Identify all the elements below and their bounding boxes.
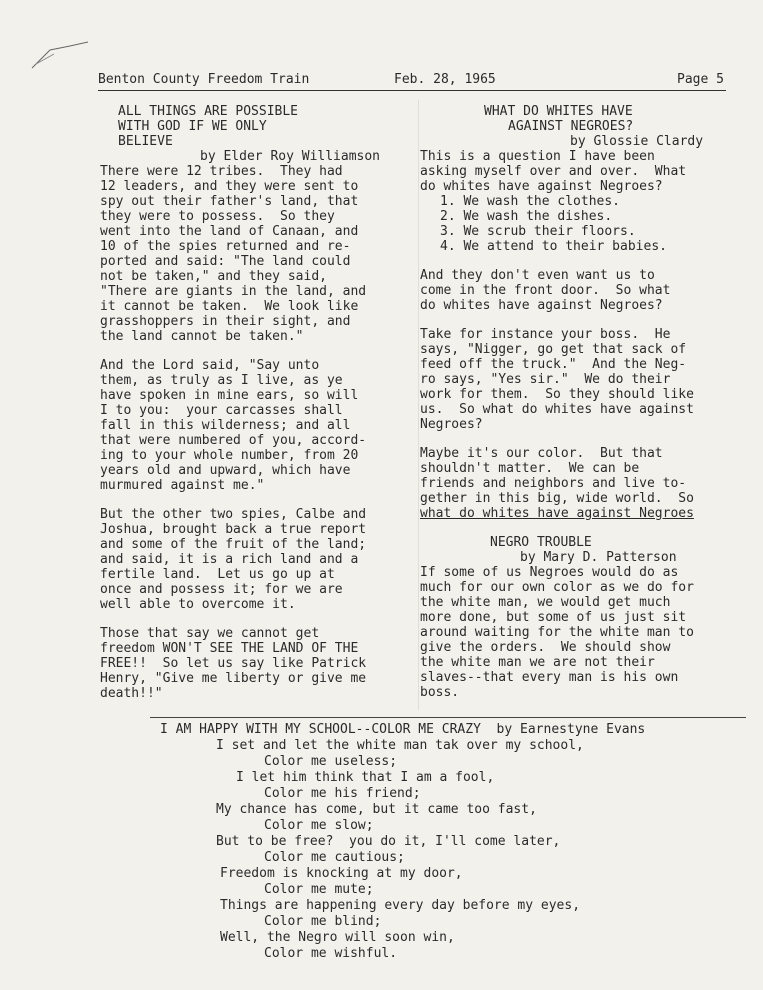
list-item: 2. We wash the dishes. [440, 209, 613, 224]
section-divider [150, 717, 746, 718]
text-line: us. So what do whites have against [420, 402, 694, 417]
text-line: Take for instance your boss. He [420, 327, 671, 342]
poem-line: Color me useless; [264, 754, 398, 769]
text-line: shouldn't matter. We can be [420, 461, 640, 476]
ink-smudge-mark [30, 40, 90, 70]
text-line: boss. [420, 685, 460, 700]
text-line: more done, but some of us just sit [420, 610, 687, 625]
poem-line: Color me wishful. [264, 946, 398, 961]
poem-title: I AM HAPPY WITH MY SCHOOL--COLOR ME CRAZY by Earnestyne Evans [160, 722, 646, 737]
list-item: 3. We scrub their floors. [440, 224, 636, 239]
text-line: spy out their father's land, that [100, 194, 359, 209]
list-item: 4. We attend to their babies. [440, 239, 667, 254]
poem-line: My chance has come, but it came too fast, [216, 802, 537, 817]
text-line: it cannot be taken. We look like [100, 299, 359, 314]
right-column [420, 104, 746, 700]
text-line: Joshua, brought back a true report [100, 522, 367, 537]
article-title-line: AGAINST NEGROES? [508, 119, 634, 134]
text-line: And they don't even want us to [420, 268, 655, 283]
text-line: 10 of the spies returned and re- [100, 239, 351, 254]
paragraph [420, 268, 746, 313]
text-line: ing to your whole number, from 20 [100, 448, 359, 463]
poem-line: Freedom is knocking at my door, [220, 866, 463, 881]
poem-line: Color me his friend; [264, 786, 421, 801]
article-title: NEGRO TROUBLE [490, 535, 592, 550]
poem-line: Color me blind; [264, 914, 382, 929]
text-line: slaves--that every man is his own [420, 670, 679, 685]
text-line: come in the front door. So what [420, 283, 671, 298]
text-line: gether in this big, wide world. So [420, 491, 694, 506]
text-line: friends and neighbors and live to- [420, 476, 687, 491]
text-line: years old and upward, which have [100, 463, 351, 478]
text-line: fall in this wilderness; and all [100, 418, 351, 433]
paragraph [100, 507, 418, 612]
article-byline: by Glossie Clardy [570, 134, 704, 149]
text-line: And the Lord said, "Say unto [100, 358, 320, 373]
article-title-line: BELIEVE [118, 134, 173, 149]
text-line: and said, it is a rich land and a [100, 552, 359, 567]
poem-line: I let him think that I am a fool, [236, 770, 495, 785]
page-number: Page 5 [677, 72, 724, 87]
text-line: fertile land. Let us go up at [100, 567, 335, 582]
poem-line: But to be free? you do it, I'll come later, [216, 834, 561, 849]
article-byline: by Mary D. Patterson [520, 550, 677, 565]
text-line: they were to possess. So they [100, 209, 335, 224]
article-title-line: WHAT DO WHITES HAVE [484, 104, 633, 119]
poem-line: Color me slow; [264, 818, 374, 833]
text-line: the white man we are not their [420, 655, 655, 670]
text-line: I to you: your carcasses shall [100, 403, 343, 418]
text-line: do whites have against Negroes? [420, 179, 663, 194]
page-header [98, 72, 726, 91]
newspaper-name: Benton County Freedom Train [98, 72, 310, 87]
text-line: do whites have against Negroes? [420, 298, 663, 313]
text-line: have spoken in mine ears, so will [100, 388, 359, 403]
text-line: ro says, "Yes sir." We do their [420, 372, 671, 387]
text-line: says, "Nigger, go get that sack of [420, 342, 687, 357]
list-item: 1. We wash the clothes. [440, 194, 621, 209]
text-line: them, as truly as I live, as ye [100, 373, 343, 388]
column-divider [418, 100, 419, 710]
text-line: went into the land of Canaan, and [100, 224, 359, 239]
text-line: the land cannot be taken." [100, 329, 304, 344]
issue-date: Feb. 28, 1965 [394, 72, 496, 87]
paragraph [420, 565, 746, 700]
poem-line: Color me cautious; [264, 850, 405, 865]
paragraph [100, 626, 418, 701]
text-line: But the other two spies, Calbe and [100, 507, 367, 522]
paragraph [100, 358, 418, 493]
text-line: not be taken," and they said, [100, 269, 327, 284]
poem-line: Things are happening every day before my eyes, [220, 898, 581, 913]
text-line: that were numbered of you, accord- [100, 433, 367, 448]
article-title-line: ALL THINGS ARE POSSIBLE [118, 104, 299, 119]
text-line: Negroes? [420, 417, 483, 432]
text-line: "There are giants in the land, and [100, 284, 367, 299]
text-line: murmured against me." [100, 478, 265, 493]
text-line: give the orders. We should show [420, 640, 671, 655]
text-line: This is a question I have been [420, 149, 655, 164]
paragraph [420, 446, 746, 521]
text-line: feed off the truck." And the Neg- [420, 357, 687, 372]
left-column [100, 104, 418, 701]
text-line: 12 leaders, and they were sent to [100, 179, 359, 194]
text-line: death!!" [100, 686, 163, 701]
text-line: once and possess it; for we are [100, 582, 343, 597]
text-line: the white man, we would get much [420, 595, 671, 610]
poem-line: I set and let the white man tak over my school, [216, 738, 584, 753]
text-line: asking myself over and over. What [420, 164, 687, 179]
text-line: and some of the fruit of the land; [100, 537, 367, 552]
article-title-line: WITH GOD IF WE ONLY [118, 119, 267, 134]
text-line: around waiting for the white man to [420, 625, 694, 640]
paragraph [100, 164, 418, 344]
text-line: There were 12 tribes. They had [100, 164, 343, 179]
text-line: Those that say we cannot get [100, 626, 320, 641]
article-byline: by Elder Roy Williamson [200, 149, 381, 164]
text-line: Maybe it's our color. But that [420, 446, 663, 461]
text-line: If some of us Negroes would do as [420, 565, 679, 580]
text-line: Henry, "Give me liberty or give me [100, 671, 367, 686]
text-line-underlined: what do whites have against Negroes [420, 506, 694, 521]
text-line: ported and said: "The land could [100, 254, 351, 269]
text-line: FREE!! So let us say like Patrick [100, 656, 367, 671]
text-line: work for them. So they should like [420, 387, 694, 402]
text-line: much for our own color as we do for [420, 580, 694, 595]
poem-line: Color me mute; [264, 882, 374, 897]
paragraph [420, 327, 746, 432]
text-line: well able to overcome it. [100, 597, 296, 612]
text-line: freedom WON'T SEE THE LAND OF THE [100, 641, 359, 656]
poem [140, 722, 740, 962]
poem-line: Well, the Negro will soon win, [220, 930, 455, 945]
text-line: grasshoppers in their sight, and [100, 314, 351, 329]
